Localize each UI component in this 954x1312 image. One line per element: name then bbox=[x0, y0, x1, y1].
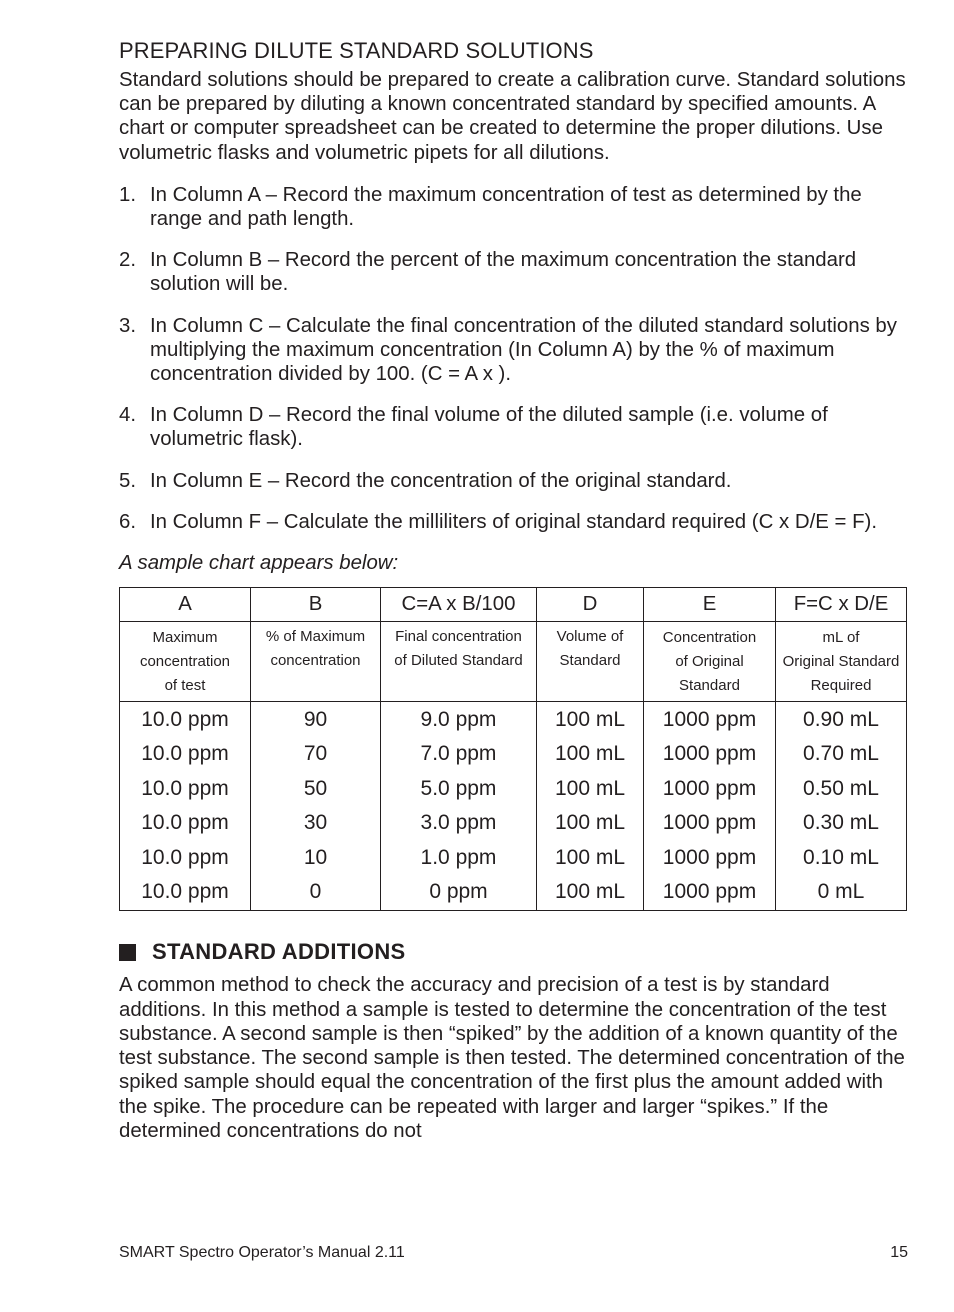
table-cell: 0.70 mL bbox=[803, 742, 879, 766]
column-values bbox=[120, 702, 251, 911]
column-description bbox=[644, 622, 776, 702]
table-cell: 1000 ppm bbox=[662, 845, 757, 869]
list-item bbox=[119, 510, 914, 534]
page-number: 15 bbox=[890, 1244, 908, 1261]
table-cell: 100 mL bbox=[554, 708, 626, 732]
table-cell: 50 bbox=[303, 776, 328, 800]
step-text: In Column D – Record the final volume of the diluted sample (i.e. volume of volumetric flask). bbox=[150, 404, 828, 451]
description-line: Maximum bbox=[152, 628, 218, 646]
description-line: Final concentration bbox=[395, 628, 522, 646]
table-cell: 0 mL bbox=[817, 880, 865, 904]
list-item bbox=[119, 248, 914, 296]
column-description bbox=[251, 622, 381, 702]
page-content bbox=[119, 38, 914, 1143]
column-values bbox=[537, 702, 644, 911]
description-line: Original Standard bbox=[782, 652, 900, 670]
step-text: In Column F – Calculate the milliliters of original standard required (C x D/E = F). bbox=[150, 510, 877, 533]
table-cell: 5.0 ppm bbox=[420, 776, 497, 800]
table-cell: 100 mL bbox=[554, 742, 626, 766]
square-bullet-icon bbox=[119, 944, 136, 961]
column-values bbox=[251, 702, 381, 911]
intro-paragraph: Standard solutions should be prepared to create a calibration curve. Standard solutions can be prepared by diluting a known concentrated standard by specified amounts. A chart or computer spreadsheet can be created to determine the proper dilutions. Use volumetric flasks and volumetric pipets for all dilutions. bbox=[119, 69, 906, 164]
table-cell: 0 ppm bbox=[429, 880, 488, 904]
table-cell: 100 mL bbox=[554, 776, 626, 800]
table-cell: 0.50 mL bbox=[803, 776, 879, 800]
table-cell: 100 mL bbox=[554, 845, 626, 869]
column-header: A bbox=[120, 588, 251, 622]
column-description bbox=[537, 622, 644, 702]
description-line: Required bbox=[810, 676, 872, 694]
description-line: Standard bbox=[559, 652, 621, 670]
list-item bbox=[119, 403, 914, 451]
step-text: In Column E – Record the concentration of the original standard. bbox=[150, 469, 732, 492]
description-line: of Original bbox=[675, 652, 744, 670]
section-heading-dilute-standards: PREPARING DILUTE STANDARD SOLUTIONS bbox=[119, 38, 594, 63]
description-line: of test bbox=[164, 676, 206, 694]
table-cell: 100 mL bbox=[554, 880, 626, 904]
step-text: In Column A – Record the maximum concentration of test as determined by the range and path length. bbox=[150, 183, 862, 231]
chart-caption: A sample chart appears below: bbox=[119, 552, 399, 575]
description-line: Volume of bbox=[556, 628, 624, 646]
table-cell: 90 bbox=[303, 708, 328, 732]
step-text: In Column B – Record the percent of the maximum concentration the standard solution will be. bbox=[150, 249, 857, 296]
description-line: % of Maximum bbox=[265, 628, 366, 646]
table-cell: 1000 ppm bbox=[662, 880, 757, 904]
table-cell: 100 mL bbox=[554, 811, 626, 835]
step-number: 6. bbox=[119, 510, 137, 533]
description-line: of Diluted Standard bbox=[394, 652, 523, 670]
step-number: 3. bbox=[119, 314, 137, 337]
column-header: E bbox=[644, 588, 776, 622]
list-item bbox=[119, 469, 914, 493]
table-cell: 7.0 ppm bbox=[420, 742, 497, 766]
table-cell: 70 bbox=[303, 742, 328, 766]
table-cell: 10 bbox=[303, 845, 328, 869]
step-number: 5. bbox=[119, 469, 137, 492]
column-values bbox=[644, 702, 776, 911]
column-header: B bbox=[251, 588, 381, 622]
table-cell: 1000 ppm bbox=[662, 776, 757, 800]
column-header: C=A x B/100 bbox=[381, 588, 537, 622]
table-cell: 0.90 mL bbox=[803, 708, 879, 732]
table-cell: 30 bbox=[303, 811, 328, 835]
standard-additions-paragraph: A common method to check the accuracy and precision of a test is by standard additions. In this method a sample is tested to determine the concentration of the test substance. A second sample is then “spiked” by the addition of a known quantity of the test substance. The second sample is then tested. The determined concentration of the spiked sample should equal the concentration of the first plus the amount added with the spike. The procedure can be repeated with larger and larger “spikes.” If the determined concentrations do not bbox=[119, 974, 905, 1142]
table-description-row bbox=[120, 622, 907, 702]
section-heading-text: STANDARD ADDITIONS bbox=[152, 939, 406, 965]
column-description bbox=[381, 622, 537, 702]
column-values bbox=[381, 702, 537, 911]
list-item bbox=[119, 183, 914, 231]
table-cell: 10.0 ppm bbox=[141, 742, 229, 766]
description-line: mL of bbox=[822, 628, 860, 646]
table-cell: 1000 ppm bbox=[662, 811, 757, 835]
step-number: 1. bbox=[119, 183, 137, 206]
section-heading-standard-additions bbox=[119, 939, 914, 965]
table-cell: 10.0 ppm bbox=[141, 880, 229, 904]
table-cell: 0.30 mL bbox=[803, 811, 879, 835]
column-description bbox=[776, 622, 907, 702]
steps-list bbox=[119, 183, 914, 534]
table-cell: 10.0 ppm bbox=[141, 845, 229, 869]
dilution-table bbox=[119, 587, 907, 911]
list-item bbox=[119, 314, 914, 387]
column-values bbox=[776, 702, 907, 911]
table-cell: 1000 ppm bbox=[662, 742, 757, 766]
table-cell: 1.0 ppm bbox=[420, 845, 497, 869]
table-header-row bbox=[120, 588, 907, 622]
table-cell: 0.10 mL bbox=[803, 845, 879, 869]
table-cell: 10.0 ppm bbox=[141, 776, 229, 800]
description-line: concentration bbox=[270, 652, 361, 670]
table-cell: 10.0 ppm bbox=[141, 708, 229, 732]
table-cell: 10.0 ppm bbox=[141, 811, 229, 835]
column-description bbox=[120, 622, 251, 702]
description-line: concentration bbox=[139, 652, 231, 670]
column-header: F=C x D/E bbox=[776, 588, 907, 622]
manual-title: SMART Spectro Operator’s Manual 2.11 bbox=[119, 1244, 405, 1261]
table-values-row bbox=[120, 702, 907, 911]
table-cell: 9.0 ppm bbox=[420, 708, 497, 732]
step-text: In Column C – Calculate the final concentration of the diluted standard solutions by multiplying the maximum concentration (In Column A) by the % of maximum concentration divided by 100. (C = A x ). bbox=[150, 314, 897, 386]
table-cell: 0 bbox=[309, 880, 322, 904]
step-number: 4. bbox=[119, 404, 137, 427]
step-number: 2. bbox=[119, 249, 137, 272]
page-footer bbox=[119, 1244, 908, 1262]
table-cell: 3.0 ppm bbox=[420, 811, 497, 835]
column-header: D bbox=[537, 588, 644, 622]
description-line: Concentration bbox=[662, 628, 757, 646]
description-line: Standard bbox=[679, 676, 740, 694]
table-cell: 1000 ppm bbox=[662, 708, 757, 732]
